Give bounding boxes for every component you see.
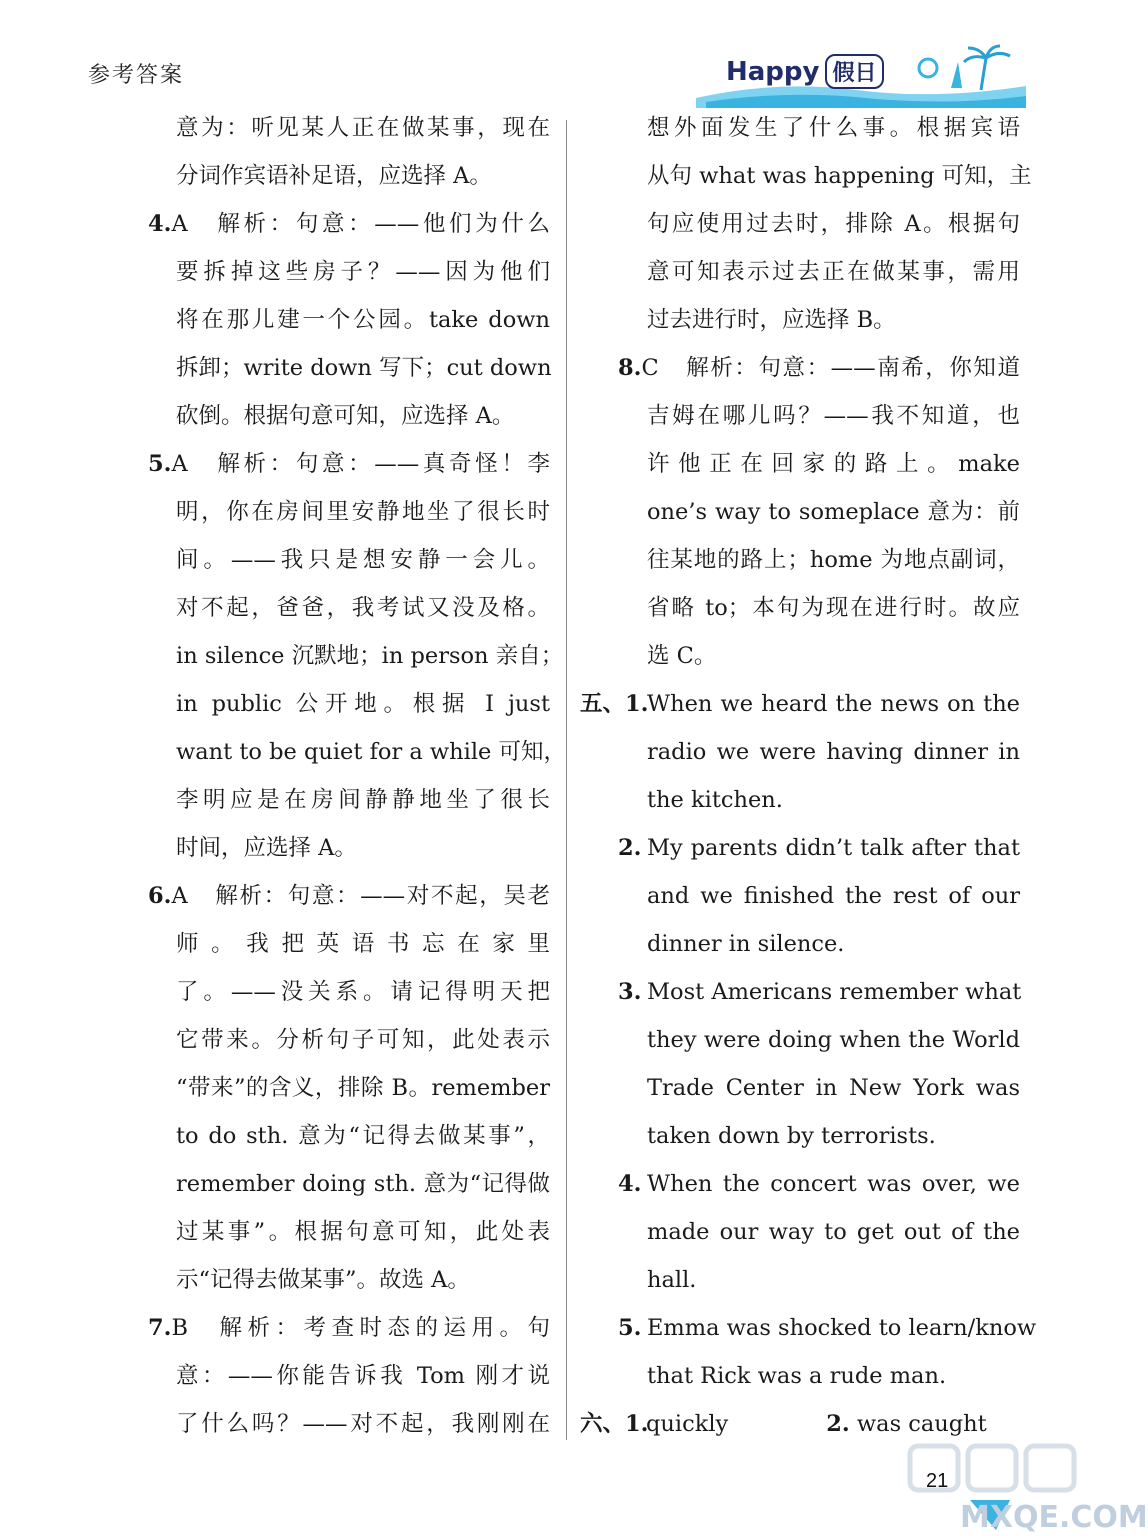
item-answer: C xyxy=(641,355,659,381)
answer-line: they were doing when the World xyxy=(647,1027,1020,1053)
brand-word: Happy xyxy=(726,57,820,87)
item-number: 4. xyxy=(618,1171,642,1197)
answer-line: that Rick was a rude man. xyxy=(647,1363,947,1389)
answer-item-5 xyxy=(148,440,550,488)
section-six-answer-1: quickly xyxy=(646,1411,729,1437)
item-number: 5. xyxy=(618,1315,642,1341)
answer-line: Emma was shocked to learn/know xyxy=(647,1315,1037,1341)
watermark-text: MXQE.COM xyxy=(960,1500,1148,1535)
brand-cn-badge: 假日 xyxy=(825,54,883,89)
answer-line: 解析：句意：——对不起，吴老 xyxy=(213,883,550,909)
answer-line: Most Americans remember what xyxy=(647,979,1022,1005)
section-five-item-2 xyxy=(580,824,1020,872)
item-number: 5. xyxy=(148,451,172,477)
answer-line: 句应使用过去时，排除 A。根据句 xyxy=(647,211,1020,237)
column-divider xyxy=(566,120,567,1440)
item-number: 6. xyxy=(148,883,172,909)
answer-line: and we finished the rest of our xyxy=(647,883,1020,909)
answer-line: remember doing sth. 意为“记得做 xyxy=(176,1171,550,1197)
item-answer: A xyxy=(171,211,188,237)
item-number: 7. xyxy=(148,1315,172,1341)
answer-line: hall. xyxy=(647,1267,697,1293)
answer-line: 了什么吗？——对不起，我刚刚在 xyxy=(176,1411,550,1437)
answer-line: 意：——你能告诉我 Tom 刚才说 xyxy=(176,1363,550,1389)
answer-line: 分词作宾语补足语，应选择 A。 xyxy=(176,163,492,189)
answer-line: 省略 to；本句为现在进行时。故应 xyxy=(647,595,1020,621)
answer-line: 吉姆在哪儿吗？——我不知道，也 xyxy=(647,403,1020,429)
answer-item-7 xyxy=(148,1304,550,1352)
answer-line: 师。我把英语书忘在家里 xyxy=(176,931,550,957)
brand-logo xyxy=(696,40,1026,108)
answer-line: the kitchen. xyxy=(647,787,783,813)
answer-line: When the concert was over, we xyxy=(647,1171,1020,1197)
answer-line: 砍倒。根据句意可知，应选择 A。 xyxy=(176,403,515,429)
item-number: 8. xyxy=(618,355,642,381)
answer-line: radio we were having dinner in xyxy=(647,739,1020,765)
answer-item-4 xyxy=(148,200,550,248)
answer-line: 意可知表示过去正在做某事，需用 xyxy=(647,259,1020,285)
item-answer: A xyxy=(171,451,188,477)
answer-line: in silence 沉默地；in person 亲自； xyxy=(176,643,564,669)
answer-line: dinner in silence. xyxy=(647,931,845,957)
left-column xyxy=(148,104,567,1448)
answer-line: 过某事”。根据句意可知，此处表 xyxy=(176,1219,550,1245)
item-number: 4. xyxy=(148,211,172,237)
answer-line: 李明应是在房间静静地坐了很长 xyxy=(176,787,550,813)
section-five-item-1 xyxy=(580,680,1020,728)
answer-line: to do sth. 意为“记得去做某事”， xyxy=(176,1123,550,1149)
answer-line: My parents didn’t talk after that xyxy=(647,835,1020,861)
answer-item-6 xyxy=(148,872,550,920)
item-number: 2. xyxy=(618,835,642,861)
section-five-item-5 xyxy=(580,1304,1037,1352)
page-number: 21 xyxy=(926,1470,949,1492)
answer-line: 解析：句意：——真奇怪！李 xyxy=(213,451,550,477)
answer-line: 示“记得去做某事”。故选 A。 xyxy=(176,1267,470,1293)
section-six-answer-2: was caught xyxy=(856,1411,987,1437)
answer-line: 想外面发生了什么事。根据宾语 xyxy=(647,115,1020,141)
header-title: 参考答案 xyxy=(88,63,185,88)
answer-line: 明，你在房间里安静地坐了很长时 xyxy=(176,499,550,525)
answer-line: 解析：句意：——他们为什么 xyxy=(213,211,550,237)
section-five-item-3 xyxy=(580,968,1020,1016)
answer-line: 要拆掉这些房子？——因为他们 xyxy=(176,259,550,285)
answer-line: 从句 what was happening 可知，主 xyxy=(647,163,1032,189)
answer-line: 将在那儿建一个公园。take down xyxy=(176,307,550,333)
answer-line: made our way to get out of the xyxy=(647,1219,1020,1245)
answer-line: 了。——没关系。请记得明天把 xyxy=(176,979,550,1005)
answer-line: 时间，应选择 A。 xyxy=(176,835,357,861)
item-number: 2. xyxy=(826,1411,850,1437)
answer-line: in public 公开地。根据 I just xyxy=(176,691,550,717)
answer-line: 拆卸；write down 写下；cut down xyxy=(176,355,552,381)
answer-item-8 xyxy=(580,344,1020,392)
answer-line: Trade Center in New York was xyxy=(647,1075,1020,1101)
item-answer: A xyxy=(171,883,188,909)
answer-line: 间。——我只是想安静一会儿。 xyxy=(176,547,550,573)
section-five-label: 五、1. xyxy=(580,691,649,717)
answer-line: want to be quiet for a while 可知， xyxy=(176,739,567,765)
answer-line: 它带来。分析句子可知，此处表示 xyxy=(176,1027,550,1053)
answer-line: one’s way to someplace 意为：前 xyxy=(647,499,1020,525)
answer-line: 过去进行时，应选择 B。 xyxy=(647,307,896,333)
answer-line: When we heard the news on the xyxy=(647,691,1020,717)
answer-line: 往某地的路上；home 为地点副词， xyxy=(647,547,1020,573)
answer-line: 选 C。 xyxy=(647,643,717,669)
answer-line: 解析：句意：——南希，你知道 xyxy=(684,355,1020,381)
item-answer: B xyxy=(171,1315,189,1341)
section-six-label: 六、1. xyxy=(580,1411,649,1437)
answer-line: 许他正在回家的路上。make xyxy=(647,451,1020,477)
answer-line: 对不起，爸爸，我考试又没及格。 xyxy=(176,595,550,621)
answer-line: 解析：考查时态的运用。句 xyxy=(214,1315,550,1341)
section-five-item-4 xyxy=(580,1160,1020,1208)
right-column xyxy=(580,104,1037,1448)
answer-line: 意为：听见某人正在做某事，现在 xyxy=(176,115,550,141)
answer-line: taken down by terrorists. xyxy=(647,1123,936,1149)
answer-line: “带来”的含义，排除 B。remember xyxy=(176,1075,550,1101)
item-number: 3. xyxy=(618,979,642,1005)
